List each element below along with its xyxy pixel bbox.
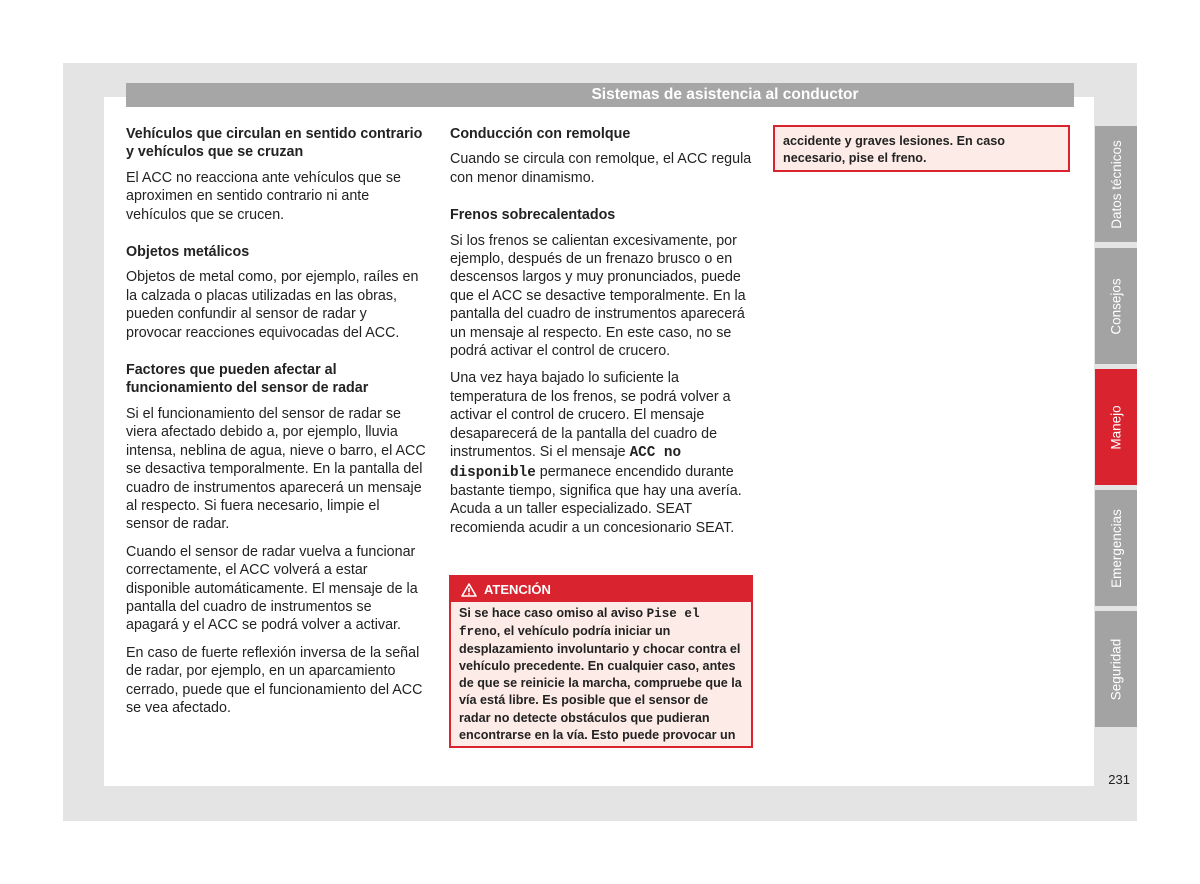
column-middle [450, 125, 752, 537]
paragraph-brakes-cooled [450, 369, 752, 537]
warning-header [451, 577, 751, 602]
paragraph-metal-objects: Objetos de metal como, por ejemplo, raíles en la calzada o placas utilizadas en las obras, pueden confundir al sensor de radar y provocar reacciones equivocadas del ACC. [126, 269, 419, 341]
tab-label: Emergencias [1108, 508, 1124, 588]
paragraph-trailer: Cuando se circula con remolque, el ACC regula con menor dinamismo. [450, 151, 752, 186]
warning-title: ATENCIÓN [484, 582, 551, 597]
tab-manejo[interactable] [1095, 369, 1137, 485]
press-brake-message: Pise el freno [459, 607, 700, 640]
section-title: Sistemas de asistencia al conductor [591, 86, 859, 103]
page-number: 231 [1108, 772, 1130, 787]
warning-box [449, 575, 753, 748]
tab-label: Seguridad [1108, 638, 1124, 700]
heading-overheated-brakes: Frenos sobrecalentados [450, 207, 616, 224]
paragraph-brakes-cooled-a: Una vez haya bajado lo suficiente la temperatura de los frenos, se podrá volver a activar el control de crucero. El mensaje desaparecerá de la pantalla del cuadro de instrumentos. Si el mensaje [450, 370, 731, 461]
tab-seguridad[interactable] [1095, 611, 1137, 727]
warning-triangle-icon [461, 583, 477, 597]
paragraph-radar-reflection: En caso de fuerte reflexión inversa de la señal de radar, por ejemplo, en un aparcamiento cerrado, puede que el funcionamiento del ACC se vea afectado. [126, 644, 423, 716]
paragraph-overheated-brakes: Si los frenos se calientan excesivamente, por ejemplo, después de un frenazo brusco o en descensos largos y muy pronunciados, puede que el ACC se desactive temporalmente. En la pantalla del cuadro de instrumentos aparecerá un mensaje al respecto. En este caso, no se podrá activar el control de crucero. [450, 232, 746, 360]
heading-metal-objects: Objetos metálicos [126, 244, 250, 261]
tab-emergencias[interactable] [1095, 490, 1137, 606]
column-left [126, 125, 426, 717]
tab-datos-tecnicos[interactable] [1095, 126, 1137, 242]
section-header [126, 83, 1074, 107]
paragraph-radar-restored: Cuando el sensor de radar vuelva a funcionar correctamente, el ACC volverá a estar disponible automáticamente. El mensaje de la pantalla del cuadro de instrumentos se apagará y el ACC se podrá volver a activar. [126, 543, 418, 634]
tab-label: Manejo [1108, 404, 1124, 450]
tab-consejos[interactable] [1095, 248, 1137, 364]
warning-text-a: Si se hace caso omiso al aviso [459, 606, 647, 620]
heading-trailer: Conducción con remolque [450, 126, 631, 142]
heading-radar-factors: Factores que pueden afectar al funcionamiento del sensor de radar [126, 362, 369, 397]
warning-text-b: , el vehículo podría iniciar un desplazamiento involuntario y chocar contra el vehículo precedente. En cualquier caso, antes de que se reinicie la marcha, compruebe que la vía está libre. Es posible que el sensor de radar no detecte obstáculos que pudieran encontrarse en la vía. Esto puede provocar un [459, 624, 742, 742]
warning-continuation-text: accidente y graves lesiones. En caso necesario, pise el freno. [783, 134, 1005, 166]
warning-body [451, 602, 751, 746]
warning-continuation-box [773, 125, 1070, 172]
paragraph-oncoming-vehicles: El ACC no reacciona ante vehículos que se aproximen en sentido contrario ni ante vehículos que se crucen. [126, 169, 401, 223]
acc-unavailable-message: ACC no disponible [450, 445, 682, 481]
paragraph-brakes-cooled-b: permanece encendido durante bastante tiempo, significa que hay una avería. Acuda a un taller especializado. SEAT recomienda acudir a un concesionario SEAT. [450, 463, 742, 536]
heading-oncoming-vehicles: Vehículos que circulan en sentido contrario y vehículos que se cruzan [126, 126, 423, 161]
tab-label: Datos técnicos [1108, 139, 1124, 229]
paragraph-radar-affected: Si el funcionamiento del sensor de radar se viera afectado debido a, por ejemplo, lluvia intensa, neblina de agua, nieve o barro, el ACC se desactiva temporalmente. En la pantalla del cuadro de instrumentos aparecerá un mensaje al respecto. Si fuera necesario, limpie el sensor de radar. [126, 405, 426, 533]
tab-label: Consejos [1108, 277, 1124, 335]
